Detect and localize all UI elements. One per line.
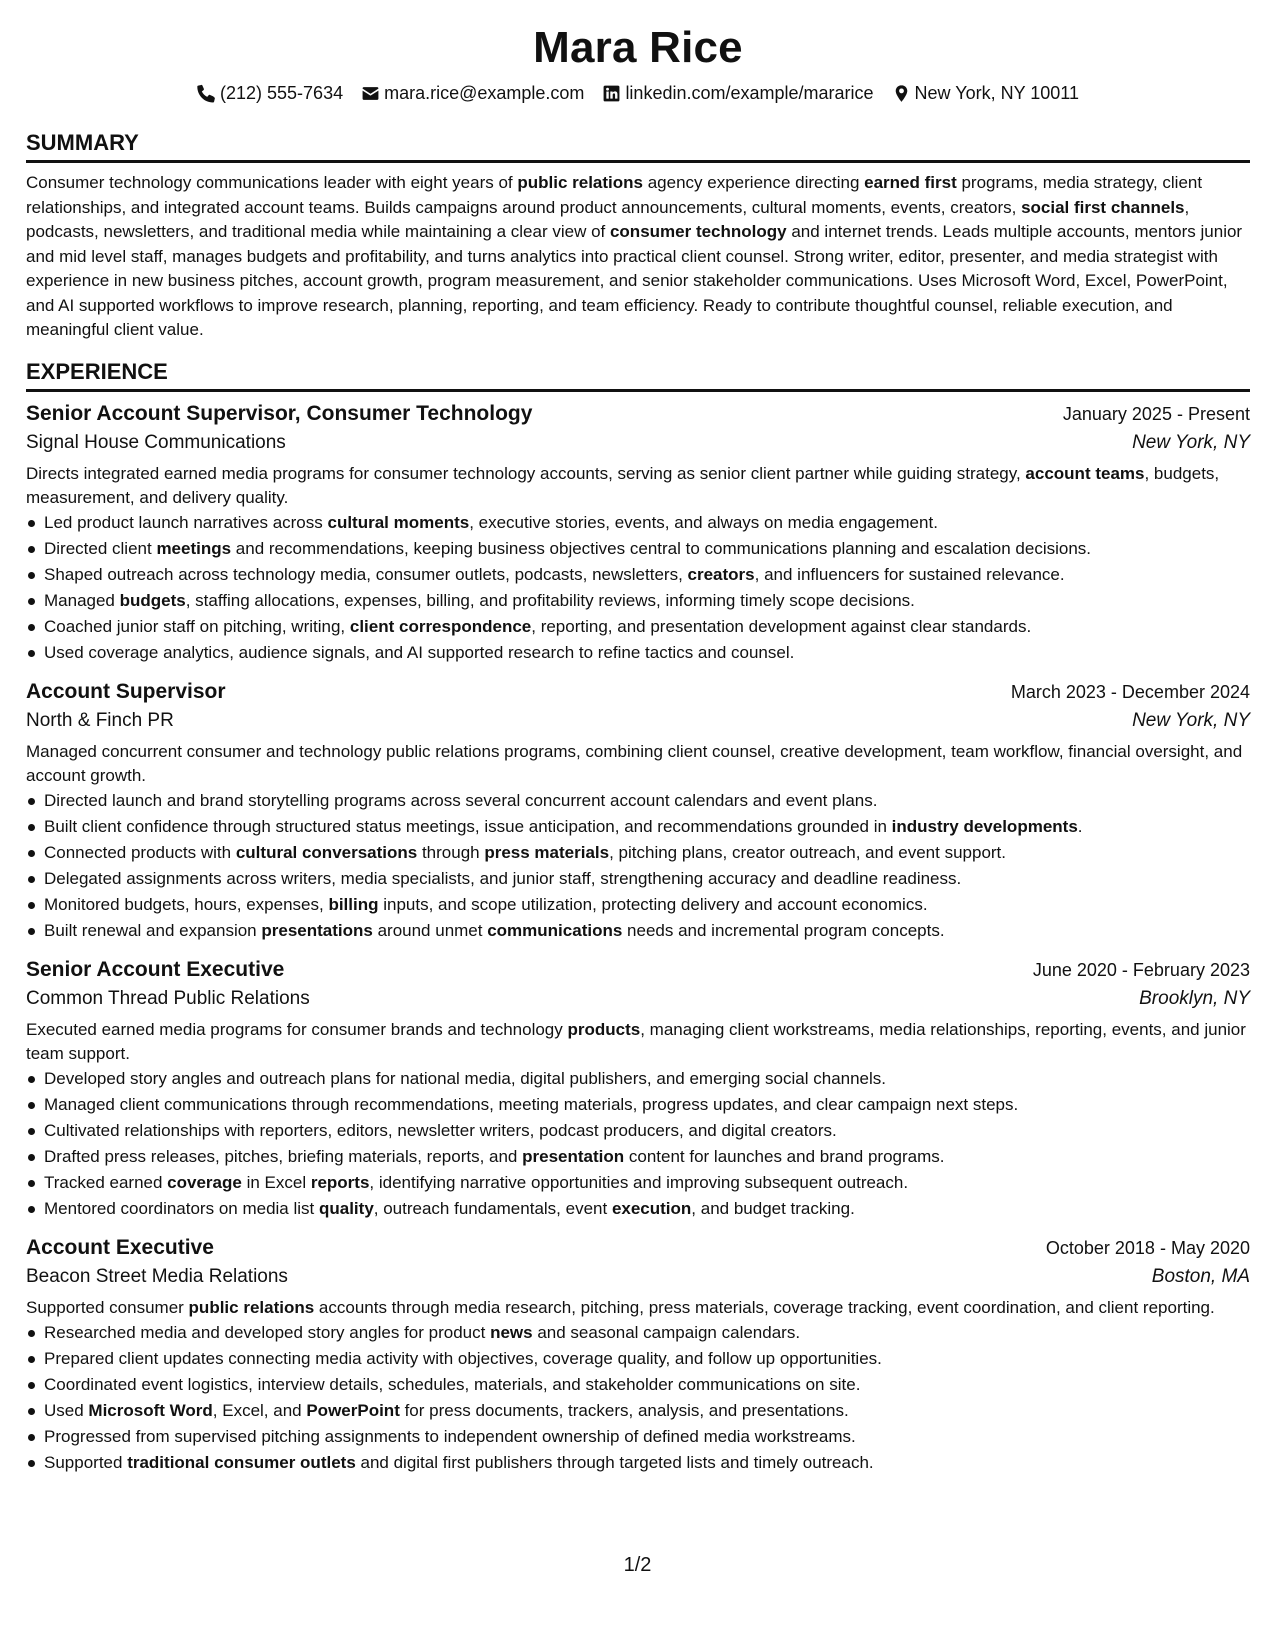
text-run: content for launches and brand programs.	[624, 1146, 945, 1166]
job-bullets	[26, 1320, 1250, 1476]
text-run: through	[417, 842, 485, 862]
text-run: Used	[44, 1400, 89, 1420]
text-run: , identifying narrative opportunities and improving subsequent outreach.	[369, 1172, 909, 1192]
bold-keyword: PowerPoint	[306, 1400, 400, 1420]
bold-keyword: Microsoft Word	[88, 1400, 213, 1420]
text-run: , and budget tracking.	[691, 1198, 855, 1218]
bullet-item	[44, 1170, 1250, 1196]
bold-keyword: meetings	[156, 538, 232, 558]
job-title: Senior Account Supervisor, Consumer Technology	[26, 401, 533, 425]
bold-keyword: billing	[328, 894, 379, 914]
bold-keyword: reports	[310, 1172, 370, 1192]
text-run: Directed client	[44, 538, 157, 558]
text-run: and seasonal campaign calendars.	[532, 1322, 801, 1342]
text-run: Cultivated relationships with reporters, editors, newsletter writers, podcast producers, and digital creators.	[44, 1120, 837, 1140]
text-run: Used coverage analytics, audience signals, and AI supported research to refine tactics and counsel.	[44, 642, 795, 662]
job-header-row	[26, 956, 1250, 984]
text-run: Directs integrated earned media programs for consumer technology accounts, serving as senior client partner while guiding strategy,	[26, 463, 1026, 483]
job-bullets	[26, 788, 1250, 944]
text-run: , reporting, and presentation development against clear standards.	[531, 616, 1032, 636]
text-run: Led product launch narratives across	[44, 512, 328, 532]
company-name: Signal House Communications	[26, 431, 286, 453]
bullet-item	[44, 1144, 1250, 1170]
text-run: and internet trends. Leads multiple accounts, mentors junior and mid level staff, manages budgets and profitability, and turns analytics into practical client counsel. Strong writer, editor, presenter, and media strategist with experience in new business pitches, account growth, program measurement, and senior stakeholder communications. Uses Microsoft Word, Excel, PowerPoint, and AI supported workflows to improve research, planning, reporting, and team efficiency. Ready to contribute thoughtful counsel, reliable execution, and meaningful client value.	[26, 222, 1243, 339]
candidate-name: Mara Rice	[533, 23, 743, 72]
text-run: agency experience directing	[643, 173, 865, 192]
text-run: Developed story angles and outreach plans for national media, digital publishers, and emerging social channels.	[44, 1068, 887, 1088]
bullet-item	[44, 840, 1250, 866]
text-run: Tracked earned	[44, 1172, 168, 1192]
text-run: Executed earned media programs for consumer brands and technology	[26, 1019, 568, 1039]
location-text: New York, NY 10011	[914, 83, 1079, 103]
contact-linkedin[interactable]	[602, 82, 873, 104]
job-bullets	[26, 1066, 1250, 1222]
bold-keyword: coverage	[167, 1172, 242, 1192]
job-dates: January 2025 - Present	[1062, 403, 1250, 424]
bold-keyword: budgets	[119, 590, 186, 610]
text-run: Supported	[44, 1452, 128, 1472]
text-run: Progressed from supervised pitching assignments to independent ownership of defined media workstreams.	[44, 1426, 856, 1446]
bullet-item	[44, 1320, 1250, 1346]
bold-keyword: traditional consumer outlets	[127, 1452, 356, 1472]
text-run: Managed client communications through recommendations, meeting materials, progress updates, and clear campaign next steps.	[44, 1094, 1019, 1114]
linkedin-icon	[602, 84, 621, 103]
bullet-item	[44, 892, 1250, 918]
bold-keyword: social first channels	[1021, 197, 1185, 217]
company-name: Common Thread Public Relations	[26, 987, 310, 1009]
bullet-item	[44, 640, 1250, 666]
job-description	[26, 462, 1250, 510]
company-row	[26, 430, 1250, 456]
job-location: New York, NY	[1132, 431, 1250, 453]
text-run: programs, media strategy, client relationships, and integrated account teams. Builds campaigns around product announcements, cultural moments, events, creators,	[26, 173, 1203, 217]
text-run: Delegated assignments across writers, media specialists, and junior staff, strengthening accuracy and deadline readiness.	[44, 868, 962, 888]
job-location: Brooklyn, NY	[1139, 987, 1250, 1009]
text-run: around unmet	[372, 920, 488, 940]
text-run: Consumer technology communications leader with eight years of	[26, 173, 518, 192]
bold-keyword: quality	[318, 1198, 374, 1218]
job-header-row	[26, 678, 1250, 706]
text-run: , podcasts, newsletters, and traditional media while maintaining a clear view of	[26, 197, 1190, 241]
job-bullets	[26, 510, 1250, 666]
text-run: , and influencers for sustained relevance.	[754, 564, 1065, 584]
company-name: Beacon Street Media Relations	[26, 1265, 288, 1287]
bullet-item	[44, 562, 1250, 588]
bullet-item	[44, 788, 1250, 814]
bold-keyword: creators	[687, 564, 755, 584]
job-location: New York, NY	[1132, 709, 1250, 731]
text-run: needs and incremental program concepts.	[622, 920, 945, 940]
contact-phone	[197, 82, 343, 104]
job-description	[26, 1018, 1250, 1066]
text-run: Coordinated event logistics, interview details, schedules, materials, and stakeholder communications on site.	[44, 1374, 861, 1394]
bullet-item	[44, 1092, 1250, 1118]
bullet-item	[44, 1066, 1250, 1092]
job-entry	[26, 400, 1250, 666]
job-header-row	[26, 400, 1250, 428]
text-run: Managed concurrent consumer and technology public relations programs, combining client counsel, creative development, team workflow, financial oversight, and account growth.	[26, 741, 1243, 785]
job-dates: March 2023 - December 2024	[1010, 681, 1250, 702]
summary-text	[26, 171, 1250, 343]
bullet-item	[44, 1372, 1250, 1398]
page-number: 1/2	[623, 1554, 652, 1576]
text-run: Researched media and developed story angles for product	[44, 1322, 491, 1342]
text-run: , managing client workstreams, media relationships, reporting, events, and junior team support.	[26, 1019, 1246, 1063]
text-run: Directed launch and brand storytelling programs across several concurrent account calendars and event plans.	[44, 790, 878, 810]
bullet-item	[44, 614, 1250, 640]
bullet-item	[44, 510, 1250, 536]
bold-keyword: consumer technology	[609, 222, 787, 241]
bullet-item	[44, 1346, 1250, 1372]
bold-keyword: communications	[487, 920, 623, 940]
text-run: and digital first publishers through targeted lists and timely outreach.	[355, 1452, 874, 1472]
bold-keyword: cultural conversations	[235, 842, 418, 862]
phone-text: (212) 555-7634	[220, 83, 344, 103]
text-run: Built renewal and expansion	[44, 920, 262, 940]
job-description	[26, 740, 1250, 788]
text-run: Drafted press releases, pitches, briefing materials, reports, and	[44, 1146, 523, 1166]
phone-icon	[197, 84, 216, 103]
text-run: for press documents, trackers, analysis, and presentations.	[399, 1400, 849, 1420]
bold-keyword: public relations	[188, 1297, 315, 1317]
job-description	[26, 1296, 1250, 1320]
text-run: Connected products with	[44, 842, 236, 862]
company-row	[26, 708, 1250, 734]
contact-line	[26, 82, 1250, 104]
text-run: , staffing allocations, expenses, billing, and profitability reviews, informing timely scope decisions.	[185, 590, 915, 610]
text-run: inputs, and scope utilization, protecting delivery and account economics.	[378, 894, 928, 914]
email-text[interactable]: mara.rice@example.com	[384, 83, 585, 103]
text-run: , budgets, measurement, and delivery quality.	[26, 463, 1220, 507]
company-row	[26, 1264, 1250, 1290]
experience-section	[26, 359, 1250, 1476]
bold-keyword: execution	[611, 1198, 692, 1218]
text-run: , Excel, and	[212, 1400, 307, 1420]
text-run: Monitored budgets, hours, expenses,	[44, 894, 329, 914]
bold-keyword: public relations	[517, 173, 643, 192]
bold-keyword: earned first	[864, 173, 957, 192]
bold-keyword: products	[567, 1019, 641, 1039]
job-entry	[26, 1234, 1250, 1476]
job-dates: June 2020 - February 2023	[1032, 959, 1250, 980]
text-run: and recommendations, keeping business objectives central to communications planning and escalation decisions.	[231, 538, 1092, 558]
job-header-row	[26, 1234, 1250, 1262]
linkedin-text[interactable]: linkedin.com/example/mararice	[625, 83, 874, 103]
bullet-item	[44, 814, 1250, 840]
text-run: , executive stories, events, and always on media engagement.	[469, 512, 938, 532]
resume-page	[26, 22, 1250, 1476]
text-run: Coached junior staff on pitching, writing,	[44, 616, 350, 636]
bullet-item	[44, 866, 1250, 892]
job-title: Account Supervisor	[26, 679, 226, 703]
text-run: Shaped outreach across technology media, consumer outlets, podcasts, newsletters,	[44, 564, 688, 584]
bullet-item	[44, 1398, 1250, 1424]
company-name: North & Finch PR	[26, 709, 174, 731]
bold-keyword: industry developments	[891, 816, 1078, 836]
bold-keyword: press materials	[484, 842, 610, 862]
bold-keyword: presentations	[261, 920, 373, 940]
text-run: Prepared client updates connecting media activity with objectives, coverage quality, and follow up opportunities.	[44, 1348, 882, 1368]
bullet-item	[44, 536, 1250, 562]
text-run: , outreach fundamentals, event	[373, 1198, 612, 1218]
bold-keyword: presentation	[522, 1146, 625, 1166]
text-run: Mentored coordinators on media list	[44, 1198, 319, 1218]
summary-heading: SUMMARY	[26, 130, 1250, 163]
job-title: Account Executive	[26, 1235, 214, 1259]
bullet-item	[44, 918, 1250, 944]
bullet-item	[44, 588, 1250, 614]
bold-keyword: cultural moments	[327, 512, 470, 532]
bold-keyword: news	[490, 1322, 533, 1342]
job-location: Boston, MA	[1151, 1265, 1250, 1287]
experience-heading: EXPERIENCE	[26, 359, 1250, 392]
bold-keyword: client correspondence	[349, 616, 532, 636]
job-dates: October 2018 - May 2020	[1045, 1237, 1250, 1258]
text-run: accounts through media research, pitching, press materials, coverage tracking, event coordination, and client reporting.	[314, 1297, 1215, 1317]
text-run: Managed	[44, 590, 120, 610]
bullet-item	[44, 1196, 1250, 1222]
jobs-list	[26, 400, 1250, 1476]
job-entry	[26, 678, 1250, 944]
summary-section	[26, 130, 1250, 343]
contact-email[interactable]	[361, 82, 584, 104]
job-title: Senior Account Executive	[26, 957, 285, 981]
map-pin-icon	[892, 84, 911, 103]
contact-location	[892, 82, 1079, 104]
text-run: in Excel	[241, 1172, 311, 1192]
bullet-item	[44, 1424, 1250, 1450]
text-run: Supported consumer	[26, 1297, 189, 1317]
bold-keyword: account teams	[1025, 463, 1145, 483]
text-run: , pitching plans, creator outreach, and event support.	[609, 842, 1007, 862]
bullet-item	[44, 1450, 1250, 1476]
text-run: .	[1077, 816, 1083, 836]
text-run: Built client confidence through structured status meetings, issue anticipation, and recommendations grounded in	[44, 816, 892, 836]
bullet-item	[44, 1118, 1250, 1144]
envelope-icon	[361, 84, 380, 103]
job-entry	[26, 956, 1250, 1222]
company-row	[26, 986, 1250, 1012]
